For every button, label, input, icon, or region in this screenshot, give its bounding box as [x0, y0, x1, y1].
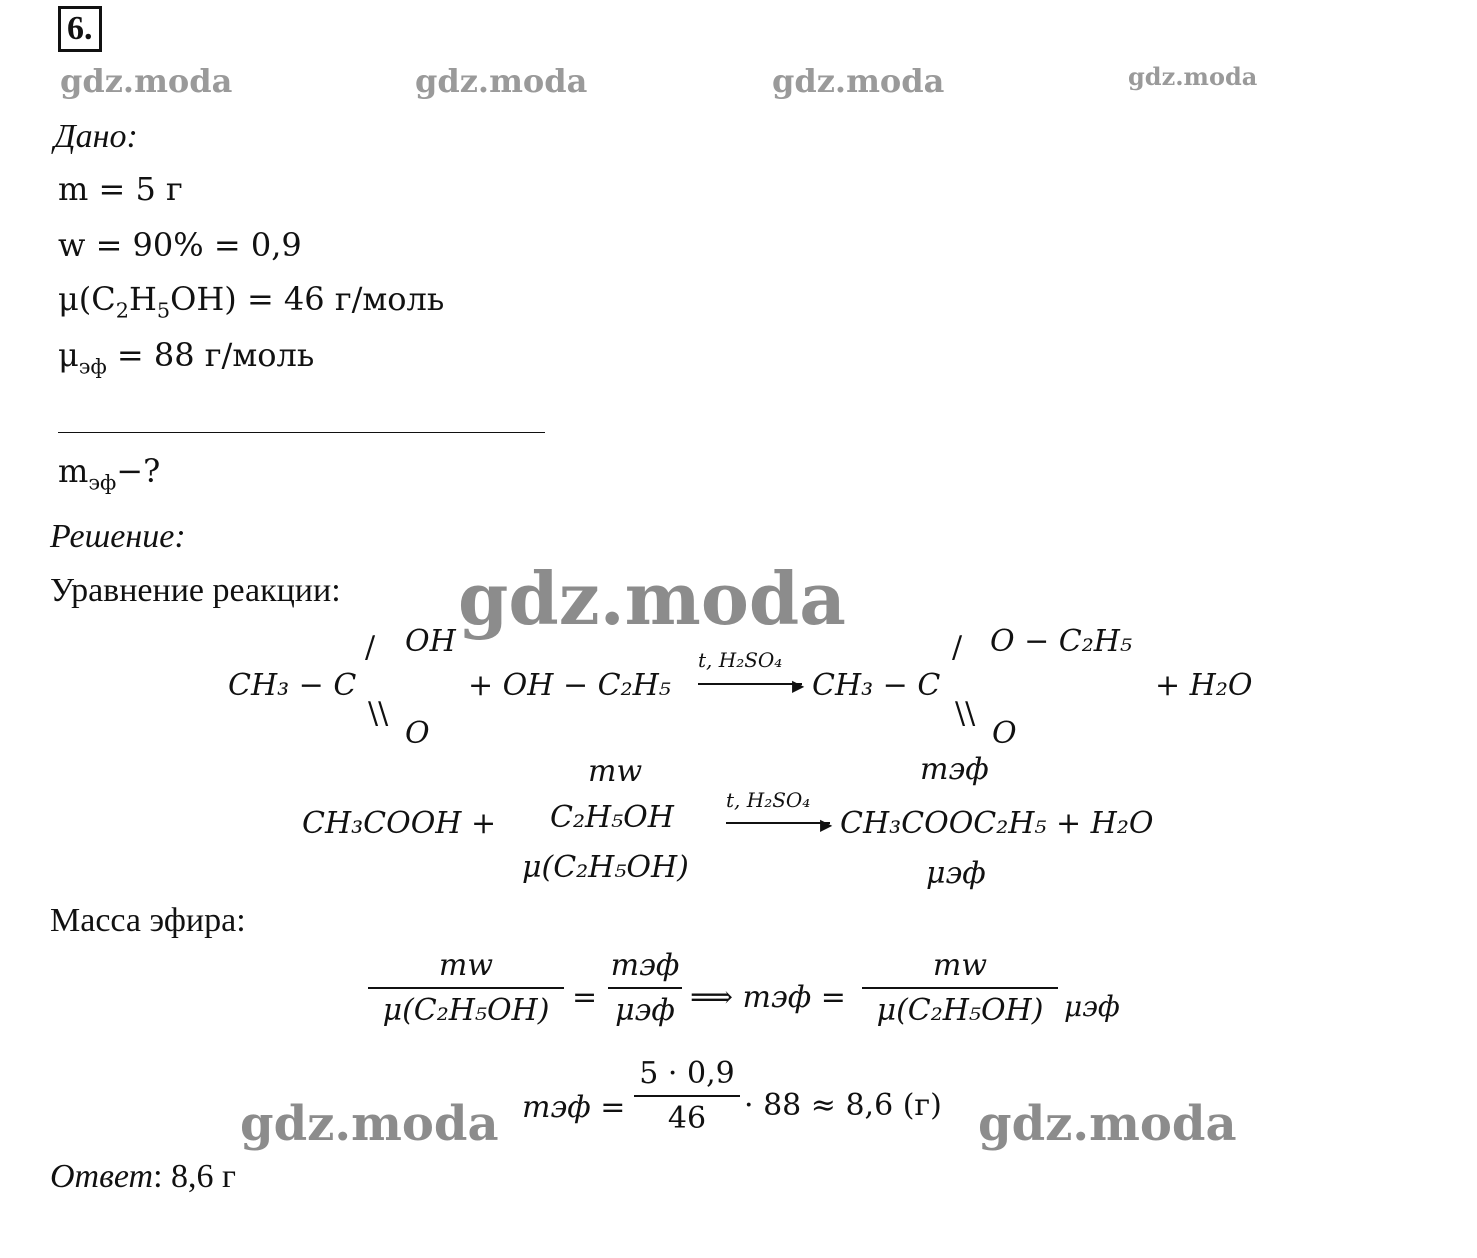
given-molar-mass-ester [58, 336, 314, 378]
text: m [58, 452, 89, 490]
denominator: μ(C₂H₅OH) [876, 993, 1044, 1028]
mass-label: Масса эфира: [50, 902, 246, 939]
find-mass-ester [58, 452, 160, 494]
numerator: mw [932, 948, 988, 983]
given-fraction: w = 90% = 0,9 [58, 226, 302, 264]
arrow-head-icon: ▶ [820, 815, 833, 834]
molar-mass-ester-factor: μэф [1064, 990, 1120, 1023]
subscript: 2 [115, 298, 129, 323]
reaction1-ester: CH₃ − C [812, 668, 941, 703]
text: μ [58, 336, 79, 374]
reaction1-ester-o: O [992, 716, 1017, 751]
bond-single: / [365, 630, 376, 665]
numerator: mw [438, 948, 494, 983]
fraction-bar [862, 987, 1058, 989]
subscript: эф [78, 354, 107, 379]
given-mass: m = 5 г [58, 170, 183, 208]
reaction2-conditions: t, H₂SO₄ [726, 788, 811, 812]
implies-expression: ⟹ mэф = [690, 980, 846, 1015]
reaction1-oh: OH [405, 624, 456, 659]
equation-label: Уравнение реакции: [50, 572, 341, 609]
reaction1-o: O [405, 716, 430, 751]
text: OH) = 46 г/моль [170, 280, 445, 318]
equals-sign: = [572, 980, 598, 1015]
solution-heading: Решение: [50, 518, 186, 555]
text: −? [116, 452, 161, 490]
given-divider [58, 432, 545, 433]
reaction2-alcohol-below: μ(C₂H₅OH) [522, 850, 689, 885]
reaction2-acid: CH₃COOH + [302, 806, 497, 841]
problem-number: 6. [58, 6, 102, 52]
reaction2-ester: CH₃COOC₂H₅ + H₂O [840, 806, 1154, 841]
numerator: 5 · 0,9 [639, 1056, 735, 1091]
reaction2-arrow [726, 822, 830, 824]
reaction2-ester-above: mэф [920, 752, 989, 787]
reaction1-conditions: t, H₂SO₄ [698, 648, 783, 672]
bond-single: / [952, 630, 963, 665]
reaction2-alcohol-above: mw [588, 754, 643, 789]
denominator: 46 [667, 1101, 707, 1136]
answer [50, 1158, 236, 1196]
watermark: gdz.moda [1128, 62, 1258, 91]
fraction-bar [368, 987, 564, 989]
fraction-mw-over-molar [368, 948, 564, 1028]
reaction1-acid: CH₃ − C [228, 668, 357, 703]
reaction2-alcohol: C₂H₅OH [550, 800, 674, 835]
calc-lhs: mэф = [522, 1090, 626, 1125]
calc-fraction [634, 1056, 740, 1136]
bond-double: \\ [368, 696, 389, 731]
calc-rhs: · 88 ≈ 8,6 (г) [744, 1088, 942, 1123]
arrow-head-icon: ▶ [792, 676, 805, 695]
watermark: gdz.moda [415, 62, 588, 100]
denominator: μ(C₂H₅OH) [382, 993, 550, 1028]
fraction-mw-over-molar-2 [862, 948, 1058, 1028]
watermark: gdz.moda [978, 1096, 1237, 1152]
subscript: 5 [156, 298, 171, 323]
text: μ(C [58, 280, 116, 318]
reaction2-ester-below: μэф [926, 856, 986, 891]
subscript: эф [88, 470, 117, 495]
given-molar-mass-ethanol [58, 280, 444, 322]
reaction1-water: + H₂O [1155, 668, 1253, 703]
given-heading: Дано: [54, 118, 138, 155]
denominator: μэф [615, 993, 675, 1028]
watermark: gdz.moda [458, 556, 846, 641]
watermark: gdz.moda [240, 1096, 499, 1152]
text: H [129, 280, 157, 318]
reaction1-ester-group: O − C₂H₅ [990, 624, 1132, 659]
fraction-bar [634, 1095, 740, 1097]
fraction-mass-over-molar-ester [608, 948, 682, 1028]
numerator: mэф [610, 948, 680, 983]
fraction-bar [608, 987, 682, 989]
answer-label: Ответ [50, 1158, 154, 1195]
watermark: gdz.moda [60, 62, 233, 100]
text: = 88 г/моль [106, 336, 315, 374]
watermark: gdz.moda [772, 62, 945, 100]
reaction1-alcohol: + OH − C₂H₅ [468, 668, 671, 703]
answer-value: : 8,6 г [153, 1158, 236, 1195]
reaction1-arrow [698, 683, 802, 685]
bond-double: \\ [955, 696, 976, 731]
